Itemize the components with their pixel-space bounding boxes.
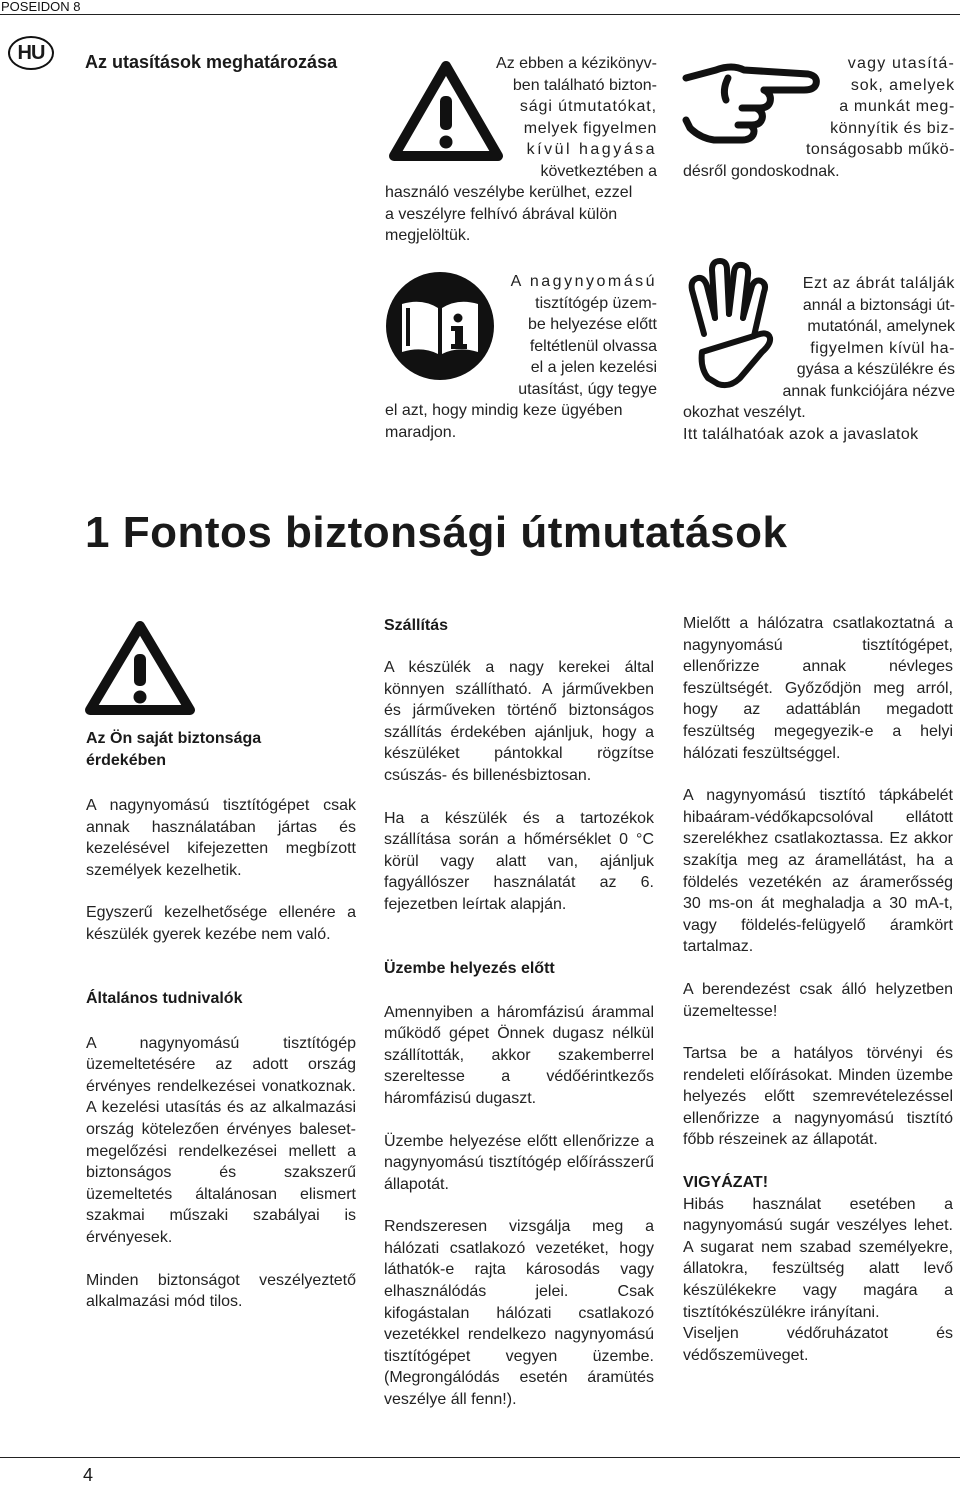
section-heading: 1 Fontos biztonsági útmutatások [85,508,788,557]
warning-triangle-icon [84,620,196,716]
column-personal-safety [86,728,356,1334]
paragraph: Tartsa be a hatályos törvényi és rendeleti előírásokat. Minden üzembe helyezés előtt szemrevételezéssel ellenőrizze a nagynyomású tisztító főbb részeinek az állapotát. [683,1045,953,1149]
paragraph: A berendezést csak álló helyzetben üzemeltesse! [683,980,953,1020]
paragraph: Rendszeresen vizsgálja meg a hálózati csatlakozó vezetéket, hogy láthatók-e rajta károsodás vagy elhasználódás jelei. Csak kifogástalan hálózati csatlakozó vezetékkel rendelkezo nagynyomású tisztítógépet vegyen üzembe. (Megrongálódás esetén áramütés veszélye áll fenn!). [384,1218,654,1409]
page-number: 4 [83,1465,94,1485]
paragraph: A nagynyomású tisztítógépet csak annak használatában jártas és kezelésével kifejezetten megbízott személyek kezelhetik. [86,797,356,879]
subheading: Üzembe helyezés előtt [384,959,555,977]
subheading: Általános tudnivalók [86,989,243,1007]
running-header: POSEIDON 8 [0,0,86,14]
subheading: Az Ön saját biztonsága érdekében [86,730,262,769]
hint-definition-text: vagy utasítá- sok, amelyek a munkát meg- könnyítik és biz- tonságosabb műkö- désről gondoskodnak. [683,55,955,180]
paragraph: Minden biztonságot veszélyeztető alkalmazási mód tilos. [86,1271,356,1311]
footer-rule [0,1457,960,1458]
hazard-definition-text: Ezt az ábrát találják annál a biztonsági út- mutatónál, amelynek figyelmen kívül ha- gyása a készülékre és annak funkciójára nézve okozhat veszélyt. Itt találhatóak azok a javaslatok [683,275,955,443]
subheading: Szállítás [384,617,449,634]
column-electrical [683,613,953,1387]
paragraph: Mielőtt a hálózatra csatlakoztatná a nagynyomású tisztítógépet, ellenőrizze annak névleges feszültségét. Győződjön meg arról, hogy az adattáblán megadott feszültség megegyezik-e a helyi hálózati feszültséggel. [683,615,953,762]
paragraph: A nagynyomású tisztítógép üzemeltetésére az adott ország érvényes rendelkezései vonatkoznak. A kezelési utasítás és az alkalmazási ország kötelezően érvényes baleset-megelőzési rendelkezései mellett a biztonságos és szakszerű üzemeltetés általánosan elismert szakmai műszaki szabályai is érvényesek. [86,1034,356,1246]
column-transport [384,615,654,1432]
language-badge: HU [8,36,54,70]
manual-definition-text: A nagynyomású tisztítógép üzem- be helyezése előtt feltétlenül olvassa el a jelen kezelési utasítást, úgy tegye el azt, hogy mindig keze ügyében maradjon. [385,273,657,441]
paragraph: Viseljen védőruházatot és védőszemüveget. [683,1325,953,1364]
warning-label: VIGYÁZAT! [683,1174,769,1192]
paragraph: A nagynyomású tisztító tápkábelét hibaáram-védőkapcsolóval ellátott szerelékhez csatlakoztassa. Ez akkor szakítja meg az áramellátást, ha a földelés vezetékén az áramerősség 30 ms-on át meghaladja a 30 mA-t, vagy földelés-felügyelő áramkört tartalmaz. [683,787,953,956]
paragraph: Egyszerű kezelhetősége ellenére a készülék gyerek kezébe nem való. [86,904,356,943]
paragraph: Ha a készülék és a tartozékok szállítása során a hőmérséklet 0 °C körül vagy alatt van, ajánljuk fagyállószer használatát az 6. fejezetben leírtak alapján. [384,809,654,913]
warning-definition-text: Az ebben a kézikönyv- ben található bizton- sági útmutatókat, melyek figyelmen kívül hagyása következtében a használó veszélybe kerülhet, ezzel a veszélyre felhívó ábrával külön megjelöltük. [385,55,657,244]
paragraph: Hibás használat esetében a nagynyomású sugár veszélyes lehet. A sugarat nem szabad személyekre, állatokra, feszültség alatt levő készülékekre vagy magára a tisztítókészülékre irányítani. [683,1195,953,1321]
paragraph: A készülék a nagy kerekei által könnyen szállítható. A járművekben és járműveken történő biztonságos szállítás érdekében ajánljuk, hogy a készüléket pántokkal rögzítse csúszás- és billenésbiztosan. [384,659,654,784]
header-rule [0,14,960,15]
paragraph: Amennyiben a háromfázisú árammal működő gépet Önnek dugasz nélkül szállították, akkor szakemberrel szereltesse a védőérintkezős háromfázisú dugaszt. [384,1003,654,1107]
intro-title: Az utasítások meghatározása [85,52,338,72]
paragraph: Üzembe helyezése előtt ellenőrizze a nagynyomású tisztítógép előírásszerű állapotát. [384,1132,654,1193]
